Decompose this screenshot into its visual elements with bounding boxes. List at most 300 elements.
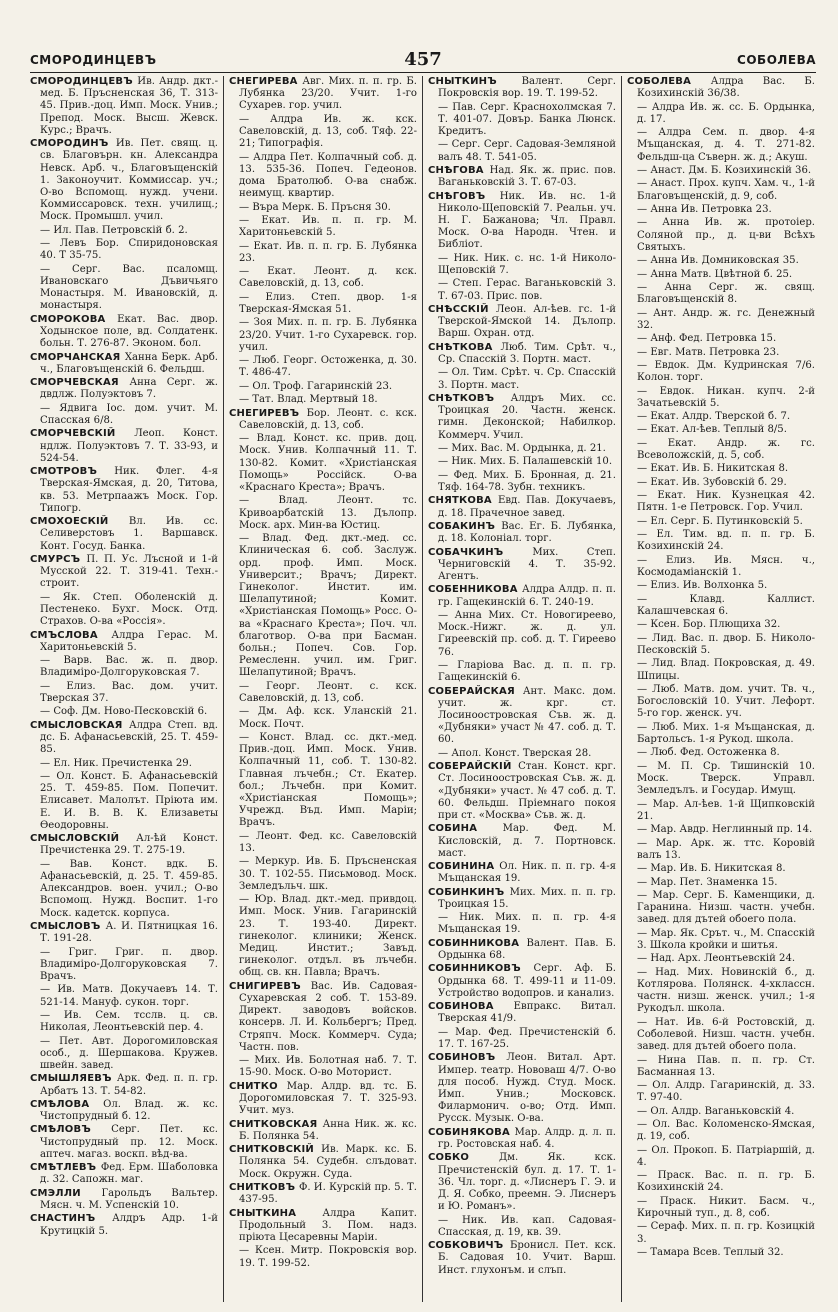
- entry-details: Леоп. Конст. ндлж. Полуэктовъ 7. Т. 33-93, и 524-54.: [40, 428, 219, 464]
- directory-entry: [627, 102, 815, 126]
- directory-entry: [428, 1240, 616, 1277]
- entry-surname: СМЪСЛОВА: [30, 629, 112, 641]
- entry-surname: СНѢССКІЙ: [428, 303, 496, 315]
- entry-details: Ол. Тим. Срѣт. ч. Ср. Спасскій 3. Портн. маст.: [438, 367, 616, 391]
- entry-surname: СОБКО: [428, 1152, 499, 1164]
- entry-details: Анаст. Дм. Б. Козихинскій 36.: [650, 164, 812, 176]
- entry-surname: СМОРЧЕВСКАЯ: [30, 377, 130, 389]
- entry-details: Ел. Ник. Пречистенка 29.: [53, 757, 192, 769]
- entry-details: Екат. Ник. Кузнецкая 42. Пятн. 1-е Петровск. Гор. Учил.: [637, 490, 815, 514]
- entry-details: Анаст. Прох. купч. Хам. ч., 1-й Благовъщенскій, д. 9, соб.: [637, 178, 815, 202]
- directory-entry: [428, 278, 616, 302]
- entry-details: Алдра Пет. Колпачный соб. д. 13. 535-36. Попеч. Гедеонов. дома Братолюб. О-ва снабж. неимущ. квартир.: [239, 151, 417, 200]
- directory-entry: [627, 633, 815, 657]
- entry-dash: —: [637, 619, 651, 631]
- entry-details: Мар. Ал-ѣев. 1-й Щипковскій 21.: [637, 798, 815, 822]
- directory-entry: [229, 152, 417, 201]
- entry-details: Меркур. Ив. Б. Пръсненская 30. Т. 102-55. Письмовод. Моск. Земледъльч. шк.: [239, 856, 417, 892]
- directory-entry: [627, 463, 815, 475]
- entry-details: М. П. Ср. Тишинскій 10. Моск. Тверск. Управл. Земледълъ. и Государ. Имущ.: [637, 760, 815, 797]
- entry-details: Георг. Леонт. с. кск. Савеловскій, д. 13, соб.: [239, 680, 417, 704]
- entry-dash: —: [438, 747, 452, 759]
- entry-dash: —: [637, 476, 651, 488]
- entry-surname: СМОТРОВЪ: [30, 466, 115, 478]
- directory-entry: [428, 823, 616, 860]
- directory-entry: [627, 1145, 815, 1169]
- entry-surname: СМЫШЛЯЕВЪ: [30, 1073, 117, 1085]
- entry-details: Люб. Георг. Остоженка, д. 30. Т. 486-47.: [239, 355, 417, 379]
- directory-entry: [30, 1188, 218, 1212]
- entry-dash: —: [637, 164, 651, 176]
- entry-details: Валент. Серг. Покровскія вор. 19. Т. 199-52.: [438, 76, 616, 100]
- directory-entry: [229, 355, 417, 379]
- entry-details: Ник. Мих. Б. Палашевскій 10.: [451, 456, 613, 468]
- entry-dash: —: [438, 252, 454, 264]
- directory-entry: [428, 521, 616, 545]
- entry-dash: —: [637, 385, 660, 397]
- directory-entry: [30, 1099, 218, 1123]
- entry-surname: СНИТКО: [229, 1080, 287, 1092]
- directory-entry: [627, 890, 815, 927]
- entry-dash: —: [239, 731, 260, 743]
- entry-details: Ив. Андр. дкт.-мед. Б. Пръсненская 36, Т. 313-45. Прив.-доц. Имп. Моск. Унив.; Препод. Моск. Высш. Жевск. Курс.; Врачъ.: [40, 76, 218, 136]
- directory-entry: [30, 706, 218, 718]
- directory-entry: [428, 139, 616, 163]
- entry-details: Вас. Ег. Б. Лубянка, д. 18. Колоніал. торг.: [438, 520, 617, 545]
- entry-details: Ив. Пет. свящ. ц. св. Благовърн. кн. Александра Невск. Арб. ч., Благовъщенскій 1. Законоучит. Коммиссар. уч.; О-во Вспомощ. нужд. учени. Коммиссаровск. техн. училищ.; Моск. Промышл. учил.: [40, 138, 218, 223]
- entry-details: Алдра Алдр. п. п. гр. Гащекинскій 6. Т. 240-19.: [438, 584, 616, 608]
- entry-details: Авг. Мих. п. п. гр. Б. Лубянка 23/20. Учит. 1-го Сухарев. гор. учил.: [239, 76, 417, 112]
- entry-details: Лид. Вас. п. двор. Б. Николо-Песковскій 5.: [637, 632, 815, 656]
- directory-entry: [627, 619, 815, 631]
- entry-dash: —: [239, 1055, 255, 1067]
- directory-entry: [627, 1055, 815, 1079]
- entry-dash: —: [438, 139, 452, 151]
- directory-entry: [229, 202, 417, 214]
- directory-entry: [627, 1221, 815, 1245]
- entry-dash: —: [637, 837, 656, 849]
- entry-details: Соф. Дм. Ново-Песковскій 6.: [53, 706, 208, 718]
- entry-surname: СОБОЛЕВА: [627, 76, 711, 87]
- entry-details: Анна Ив. ж. протоіер. Соляной пр., д. ц-ви Всѣхъ Святыхъ.: [637, 217, 815, 253]
- entry-details: Бронисл. Пет. кск. Б. Садовая 10. Учит. Варш. Инст. глухонъм. и слъп.: [438, 1240, 616, 1276]
- entry-details: Алдръ Мих. сс. Троицкая 20. Частн. женск. гимн. Деконской; Набилкор. Коммерч. Учил.: [438, 392, 616, 441]
- entry-surname: СМОРОДИНЪ: [30, 138, 116, 150]
- entry-dash: —: [40, 402, 60, 414]
- directory-entry: [428, 686, 616, 747]
- directory-entry: [30, 403, 218, 427]
- entry-details: Леон. Ал-ѣев. гс. 1-й Тверской-Ямской 14. Дълопр. Варш. Охран. отд.: [438, 303, 616, 340]
- entry-details: Апол. Конст. Тверская 28.: [451, 747, 592, 759]
- entry-details: Ол. Алдр. Ваганьковскій 4.: [650, 1105, 795, 1117]
- entry-details: Ив. Марк. кс. Б. Полянка 54. Судебн. слъдоват. Моск. Окружн. Суда.: [239, 1144, 417, 1180]
- directory-entry: [627, 360, 815, 384]
- directory-entry: [428, 191, 616, 252]
- entry-details: Екат. Ал-ѣев. Теплый 8/5.: [650, 424, 787, 436]
- entry-details: Ал-ѣй Конст. Пречистенка 29. Т. 275-19.: [40, 833, 218, 857]
- directory-entry: [627, 555, 815, 579]
- entry-dash: —: [637, 346, 651, 358]
- directory-entry: [627, 1119, 815, 1143]
- entry-dash: —: [239, 1245, 256, 1257]
- entry-details: Евпракс. Витал. Тверская 41/9.: [438, 1001, 616, 1025]
- entry-details: Як. Степ. Оболенскій д. Пестенеко. Бухг. Моск. Отд. Страхов. О-ва «Россія».: [40, 591, 218, 628]
- entry-surname: СОБИННИКОВА: [428, 937, 527, 949]
- entry-details: Серг. Вас. псаломщ. Ивановскаго Дъвичьяго Монастыря. М. Ивановскій, д. монастыря.: [40, 263, 218, 312]
- entry-details: Анна Ник. ж. кс. Б. Полянка 54.: [239, 1118, 417, 1142]
- entry-surname: СМОРЧАНСКАЯ: [30, 351, 125, 363]
- directory-entry: [627, 838, 815, 862]
- entry-dash: —: [637, 1054, 658, 1066]
- entry-details: Анна Матв. Цвѣтной б. 25.: [650, 268, 793, 280]
- entry-details: Бор. Леонт. с. кск. Савеловскій, д. 13, соб.: [239, 407, 417, 431]
- entry-details: Степ. Герас. Ваганьковскій 3. Т. 67-03. Прис. пов.: [438, 278, 616, 302]
- entry-dash: —: [637, 463, 651, 475]
- entry-details: Ел. Серг. Б. Путинковскій 5.: [650, 515, 803, 527]
- directory-entry: [627, 658, 815, 682]
- directory-entry: [30, 630, 218, 654]
- directory-entry: [428, 342, 616, 366]
- entry-details: Нат. Ив. 6-й Ростовскій, д. Соболевой. Низш. частн. учебн. завед. для дътей обоего пола.: [637, 1016, 815, 1053]
- entry-dash: —: [40, 238, 60, 250]
- entry-surname: СОБИНОВА: [428, 1001, 514, 1013]
- entry-details: Нина Пав. п. п. гр. Ст. Басманная 13.: [637, 1054, 815, 1078]
- entry-dash: —: [637, 580, 651, 592]
- directory-entry: [30, 859, 218, 920]
- entry-details: Ив. Матв. Докучаевъ 14. Т. 521-14. Мануф. сукон. торг.: [40, 984, 218, 1008]
- entry-dash: —: [438, 1214, 462, 1226]
- entry-details: Влад. Леонт. тс. Кривоарбатскій 13. Дълопр. Моск. арх. Мин-ва Юстиц.: [239, 495, 417, 531]
- entry-dash: —: [637, 307, 654, 319]
- directory-entry: [229, 76, 417, 113]
- directory-entry: [428, 1127, 616, 1151]
- directory-entry: [627, 1170, 815, 1194]
- directory-entry: [428, 1027, 616, 1051]
- entry-details: Екат. Леонт. д. кск. Савеловскій, д. 13, соб.: [239, 266, 417, 290]
- directory-entry: [627, 863, 815, 875]
- entry-details: Люб. Мих. 1-я Мъщанская, д. Бартольсъ. 1-я Рукод. школа.: [637, 721, 815, 745]
- entry-dash: —: [239, 214, 262, 226]
- directory-entry: [627, 799, 815, 823]
- entry-details: Фед. Мих. Б. Бронная, д. 21. Тяф. 164-78. Зубн. техникъ.: [438, 469, 616, 493]
- directory-entry: [627, 127, 815, 164]
- entry-dash: —: [637, 178, 651, 190]
- directory-entry: [30, 833, 218, 857]
- directory-entry: [428, 456, 616, 468]
- directory-entry: [229, 856, 417, 893]
- entry-details: Мар. Арк. ж. ттс. Коровій валъ 13.: [637, 837, 815, 861]
- directory-entry: [30, 1124, 218, 1161]
- entry-details: Ант. Макс. дом. учит. ж. крг. ст. Лосиноостровская Съв. ж. д. «Дубняки» участ № 47. соб. д. Т. 60.: [438, 685, 616, 746]
- directory-entry: [229, 292, 417, 316]
- entry-dash: —: [40, 1009, 64, 1021]
- directory-entry: [229, 495, 417, 532]
- directory-entry: [627, 490, 815, 514]
- directory-entry: [30, 1213, 218, 1237]
- entry-surname: СНИТКОВСКАЯ: [229, 1118, 323, 1130]
- entry-details: Мар. Пет. Знаменка 15.: [650, 876, 778, 888]
- entry-surname: СОБИНОВЪ: [428, 1052, 507, 1064]
- entry-details: Ник. Ив. кап. Садовая-Спасская, д. 19, кв. 39.: [438, 1214, 617, 1238]
- entry-details: Алдра Ив. ж. кск. Савеловскій, д. 13, соб. Тяф. 22-21; Типографія.: [239, 113, 417, 150]
- directory-entry: [30, 655, 218, 679]
- directory-entry: [627, 411, 815, 423]
- entry-details: Ил. Пав. Петровскій б. 2.: [53, 224, 188, 236]
- directory-entry: [627, 594, 815, 618]
- entry-details: Алдръ Адр. 1-й Крутицкій 5.: [40, 1213, 218, 1237]
- entry-details: Ел. Тим. вд. п. п. гр. Б. Козихинскій 24.: [637, 529, 815, 553]
- entry-dash: —: [637, 747, 651, 759]
- directory-entry: [627, 76, 815, 100]
- directory-entry: [229, 1055, 417, 1079]
- entry-details: Мих. Мих. п. п. гр. Троицкая 15.: [438, 886, 616, 910]
- entry-dash: —: [637, 490, 658, 502]
- entry-dash: —: [438, 101, 453, 113]
- entry-details: Над. Мих. Новинскій б., д. Котлярова. Полянск. 4-хклассн. частн. низш. женск. учил.; 1-я Рукодъл. школа.: [637, 966, 815, 1015]
- entry-surname: СНѢГОВЪ: [428, 190, 500, 202]
- entry-details: Праск. Вас. п. п. гр. Б. Козихинскій 24.: [637, 1170, 815, 1194]
- entry-details: Алдра Капит. Продольный 3. Пом. надз. пріюта Цесаревны Маріи.: [239, 1207, 417, 1243]
- entry-dash: —: [637, 593, 690, 605]
- entry-details: Евдок. Никан. купч. 2-й Зачатьевскій 5.: [637, 385, 815, 409]
- directory-entry: [30, 466, 218, 515]
- directory-entry: [428, 470, 616, 494]
- directory-entry: [30, 771, 218, 832]
- entry-details: Мар. Серг. Б. Каменщики, д. Гаранина. Низш. частн. учебн. завед. для дътей обоего пола.: [637, 889, 815, 926]
- directory-entry: [229, 408, 417, 432]
- entry-details: Тамара Всев. Теплый 32.: [650, 1247, 784, 1259]
- entry-dash: —: [438, 1026, 456, 1038]
- entry-details: Леон. Витал. Арт. Импер. театр. Нововаш 4/7. О-во для пособ. Нужд. Студ. Моск. Имп. Унив.; Московск. Филармонич. о-во; Отд. Имп. Русск. Музык. О-ва.: [438, 1052, 617, 1125]
- entry-surname: СНѢГОВА: [428, 164, 490, 176]
- entry-dash: —: [239, 394, 253, 406]
- entry-surname: СМЭЛЛИ: [30, 1187, 102, 1199]
- entry-surname: СНѢТКОВА: [428, 341, 501, 353]
- directory-entry: [428, 495, 616, 519]
- entry-details: Ядвига Іос. дом. учит. М. Спасская 6/8.: [40, 402, 218, 426]
- entry-details: Мих. Ив. Болотная наб. 7. Т. 15-90. Моск. О-во Моторист.: [239, 1055, 417, 1079]
- directory-entry: [229, 1144, 417, 1181]
- entry-details: Мар. Фед. Пречистенскій б. 17. Т. 167-25.: [438, 1026, 616, 1051]
- directory-entry: [627, 967, 815, 1016]
- entry-details: Ксен. Митр. Покровскія вор. 19. Т. 199-52.: [239, 1245, 417, 1269]
- entry-dash: —: [637, 863, 651, 875]
- entry-details: Дм. Як. кск. Пречистенскій бул. д. 17. Т. 1-36. Чл. торг. д. «Лиснеръ Г. Э. и Д. Я. Собко, преемн. Э. Лиснеръ и Ю. Романъ».: [438, 1152, 616, 1213]
- entry-details: Люб. Фед. Остоженка 8.: [650, 747, 780, 759]
- entry-details: Алдра Герас. М. Харитоньевскій 5.: [40, 629, 218, 653]
- directory-entry: [229, 381, 417, 393]
- directory-entry: [627, 217, 815, 254]
- directory-entry: [627, 333, 815, 345]
- directory-column-3: [422, 76, 621, 1302]
- directory-entry: [30, 264, 218, 313]
- entry-dash: —: [40, 757, 54, 769]
- entry-details: Ив. Сем. тсслв. ц. св. Николая, Леонтьевскій пер. 4.: [40, 1009, 218, 1034]
- directory-entry: [30, 720, 218, 757]
- entry-details: Варв. Вас. ж. п. двор. Владиміро-Долгоруковская 7.: [40, 655, 218, 679]
- entry-details: Левъ Бор. Спиридоновская 40. Т 35-75.: [40, 238, 219, 262]
- entry-dash: —: [637, 554, 666, 566]
- entry-details: Алдра Вас. Б. Козихинскій 36/38.: [637, 76, 815, 100]
- entry-dash: —: [239, 113, 270, 125]
- entry-details: Ол. Конст. Б. Афанасьевскій 25. Т. 459-85. Пом. Попечит. Елисавет. Малолът. Пріюта им. Е. И. В. В. К. Елизаветы Ѳеодоровны.: [40, 770, 218, 831]
- directory-entry: [30, 554, 218, 591]
- entry-surname: СНЫТКИНА: [229, 1207, 323, 1219]
- directory-entry: [627, 269, 815, 281]
- entry-details: Мар. Ив. Б. Никитская 8.: [650, 863, 786, 875]
- directory-entry: [627, 1106, 815, 1118]
- entry-details: Мар. Авдр. Неглинный пр. 14.: [650, 824, 813, 836]
- entry-surname: СМЫСЛОВЪ: [30, 920, 106, 932]
- entry-dash: —: [637, 658, 652, 670]
- directory-entry: [30, 225, 218, 237]
- entry-dash: —: [438, 367, 452, 379]
- directory-entry: [627, 204, 815, 216]
- directory-entry: [428, 393, 616, 442]
- directory-entry: [428, 887, 616, 911]
- entry-surname: СНИГИРЕВЪ: [229, 980, 311, 992]
- entry-details: Екат. Ив. Зубовскій б. 29.: [650, 476, 787, 488]
- entry-details: Пав. Серг. Краснохолмская 7. Т. 401-07. Довър. Банка Люнск. Кредитъ.: [438, 101, 616, 137]
- entry-details: Фед. Ерм. Шаболовка д. 32. Сапожн. маг.: [40, 1162, 218, 1186]
- entry-dash: —: [438, 912, 460, 924]
- directory-entry: [30, 428, 218, 465]
- directory-entry: [229, 1081, 417, 1118]
- entry-details: Стан. Конст. крг. Ст. Лосиноостровская Съв. ж. д. «Дубняки» участ. № 47 соб. д. Т. 60. Фельдш. Пріемнаго покоя при ст. «Москва» Съв. ж. д.: [438, 761, 616, 821]
- entry-details: Екат. Алдр. Тверской б. 7.: [650, 411, 791, 423]
- entry-dash: —: [637, 1221, 651, 1233]
- entry-dash: —: [637, 824, 651, 836]
- entry-surname: СНЕГИРЕВЪ: [229, 407, 307, 419]
- directory-entry: [627, 928, 815, 952]
- entry-details: Ник. Мих. п. п. гр. 4-я Мъщанская 19.: [438, 912, 616, 936]
- directory-entry: [428, 165, 616, 189]
- directory-entry: [229, 266, 417, 290]
- directory-entry: [229, 981, 417, 1054]
- page-header: [30, 44, 816, 73]
- entry-surname: СОБИННИКОВЪ: [428, 963, 534, 975]
- entry-details: Влад. Фед. дкт.-мед. сс. Клиническая 6. соб. Заслуж. орд. проф. Имп. Моск. Университ.; Врачъ; Директ. Гинеколог. Инстит. им. Шелапутиной; Комит. «Христіанская Помощь» Росс. О-ва «Краснаго Креста»; Поч. чл. благотвор. О-ва при Басман. больн.; Попеч. Сов. Гор. Ремесленн. учил. им. Григ. Шелапутиной; Врачъ.: [239, 533, 417, 679]
- directory-entry: [428, 253, 616, 277]
- entry-dash: —: [438, 469, 454, 481]
- entry-dash: —: [637, 515, 651, 527]
- entry-details: Ф. И. Курскій пр. 5. Т. 437-95.: [239, 1181, 417, 1206]
- directory-entry: [229, 1208, 417, 1245]
- entry-dash: —: [637, 927, 651, 939]
- entry-dash: —: [637, 683, 653, 695]
- entry-details: Тат. Влад. Мертвый 18.: [252, 394, 378, 406]
- entry-details: Юр. Влад. дкт.-мед. привдоц. Имп. Моск. Унив. Гагаринскій 23. Т. 193-40. Директ. гинеколог. клиники; Женск. Медиц. Инстит.; Завъд. гинеколог. отдъл. въ лъчебн. общ. св. кн. Павла; Врачъ.: [239, 894, 417, 979]
- directory-entry: [627, 747, 815, 759]
- entry-dash: —: [637, 268, 651, 280]
- entry-dash: —: [637, 760, 658, 772]
- entry-dash: —: [239, 830, 256, 842]
- directory-column-2: [223, 76, 422, 1302]
- entry-dash: —: [637, 1195, 660, 1207]
- entry-surname: СОБЕННИКОВА: [428, 584, 522, 596]
- directory-entry: [627, 438, 815, 462]
- entry-dash: —: [239, 495, 279, 507]
- entry-dash: —: [40, 770, 57, 782]
- directory-entry: [428, 443, 616, 455]
- directory-entry: [627, 1247, 815, 1259]
- directory-entry: [627, 1017, 815, 1054]
- directory-entry: [428, 1052, 616, 1125]
- entry-details: Мар. Алдр. вд. тс. Б. Дорогомиловская 7. Т. 325-93. Учит. муз.: [239, 1080, 417, 1117]
- directory-entry: [229, 681, 417, 705]
- entry-details: Арк. Фед. п. п. гр. Арбатъ 13. Т. 54-82.: [40, 1073, 218, 1097]
- directory-entry: [229, 706, 417, 730]
- entry-details: Елиз. Степ. двор. 1-я Тверская-Ямская 51.: [239, 291, 417, 315]
- entry-details: Лид. Влад. Покровская, д. 49. Шпицы.: [637, 658, 815, 682]
- directory-entry: [627, 477, 815, 489]
- entry-details: Ол. Троф. Гагаринскій 23.: [252, 380, 393, 392]
- entry-dash: —: [40, 655, 64, 667]
- entry-details: Над. Арх. Леонтьевскій 24.: [650, 953, 796, 965]
- entry-details: Зоя Мих. п. п. гр. Б. Лубянка 23/20. Учит. 1-го Сухаревск. гор. учил.: [239, 317, 417, 353]
- entry-surname: СНЕГИРЕВА: [229, 76, 303, 87]
- directory-entry: [627, 684, 815, 721]
- directory-entry: [30, 1036, 218, 1073]
- entry-details: Ник. Ив. нс. 1-й Николо-Щеповскій 7. Реальн. уч. Н. Г. Бажанова; Чл. Правл. Моск. О-ва Народн. Чтен. и Библіот.: [438, 190, 616, 251]
- entry-dash: —: [637, 1144, 652, 1156]
- directory-entry: [30, 681, 218, 705]
- entry-details: Екат. Ив. п. п. гр. М. Харитоньевскій 5.: [239, 214, 417, 239]
- entry-details: Анна Мих. Ст. Новогиреево, Моск.-Нижг. ж. д. ул. Гиреевскій пр. соб. д. Т. Гиреево 76.: [438, 609, 616, 658]
- entry-dash: —: [637, 411, 651, 423]
- entry-dash: —: [438, 659, 458, 671]
- directory-entry: [229, 215, 417, 239]
- entry-dash: —: [239, 680, 267, 692]
- entry-details: Пет. Авт. Дорогомиловская особ., д. Шершакова. Кружев. швейн. завед.: [40, 1035, 218, 1071]
- entry-details: Алдра Ив. ж. сс. Б. Ордынка, д. 17.: [637, 101, 815, 125]
- entry-details: Екат. Вас. двор. Ходынское поле, вд. Солдатенк. больн. Т. 276-87. Эконом. бол.: [40, 313, 218, 350]
- entry-details: Григ. Григ. п. двор. Владиміро-Долгоруковская 7. Врачъ.: [40, 946, 218, 982]
- entry-dash: —: [637, 101, 652, 113]
- entry-dash: —: [239, 266, 268, 278]
- entry-details: Ол. Ник. п. п. гр. 4-я Мъщанская 19.: [438, 861, 616, 885]
- entry-details: Анна Ив. Домниковская 35.: [650, 255, 799, 267]
- entry-details: Ханна Берк. Арб. ч., Благовъщенскій 6. Фельдш.: [40, 351, 218, 375]
- entry-details: Мих. Степ. Черниговскій 4. Т. 35-92. Агентъ.: [438, 546, 616, 582]
- directory-entry: [428, 304, 616, 341]
- directory-columns: [30, 76, 820, 1302]
- entry-surname: СНАСТИНЪ: [30, 1213, 113, 1225]
- directory-entry: [229, 433, 417, 494]
- entry-dash: —: [239, 706, 258, 718]
- directory-entry: [229, 241, 417, 265]
- entry-dash: —: [239, 380, 253, 392]
- entry-details: Влад. Конст. кс. прив. доц. Моск. Унив. Колпачный 11. Т. 130-82. Комит. «Христіанская Помощь» Россійск. О-ва «Краснаго Креста»; Врачъ.: [239, 433, 417, 493]
- directory-entry: [30, 516, 218, 553]
- directory-entry: [428, 102, 616, 139]
- entry-dash: —: [239, 240, 254, 252]
- entry-details: Евд. Пав. Докучаевъ, д. 18. Прачечное завед.: [438, 495, 616, 519]
- entry-details: Серг. Аф. Б. Ордынка 68. Т. 499-11 и 11-09. Устройство водопров. и канализ.: [438, 963, 617, 999]
- entry-dash: —: [637, 203, 651, 215]
- directory-entry: [229, 894, 417, 979]
- entry-dash: —: [239, 151, 254, 163]
- entry-surname: СМОРЧЕВСКІЙ: [30, 428, 135, 440]
- directory-entry: [627, 516, 815, 528]
- directory-column-1: [30, 76, 223, 1302]
- directory-entry: [30, 352, 218, 376]
- header-left-catchword: СМОРОДИНЦЕВЪ: [30, 53, 157, 67]
- directory-entry: [428, 761, 616, 822]
- entry-dash: —: [239, 291, 266, 303]
- entry-details: Серг. Серг. Садовая-Земляной валъ 48. Т. 541-05.: [438, 139, 616, 163]
- entry-dash: —: [637, 359, 655, 371]
